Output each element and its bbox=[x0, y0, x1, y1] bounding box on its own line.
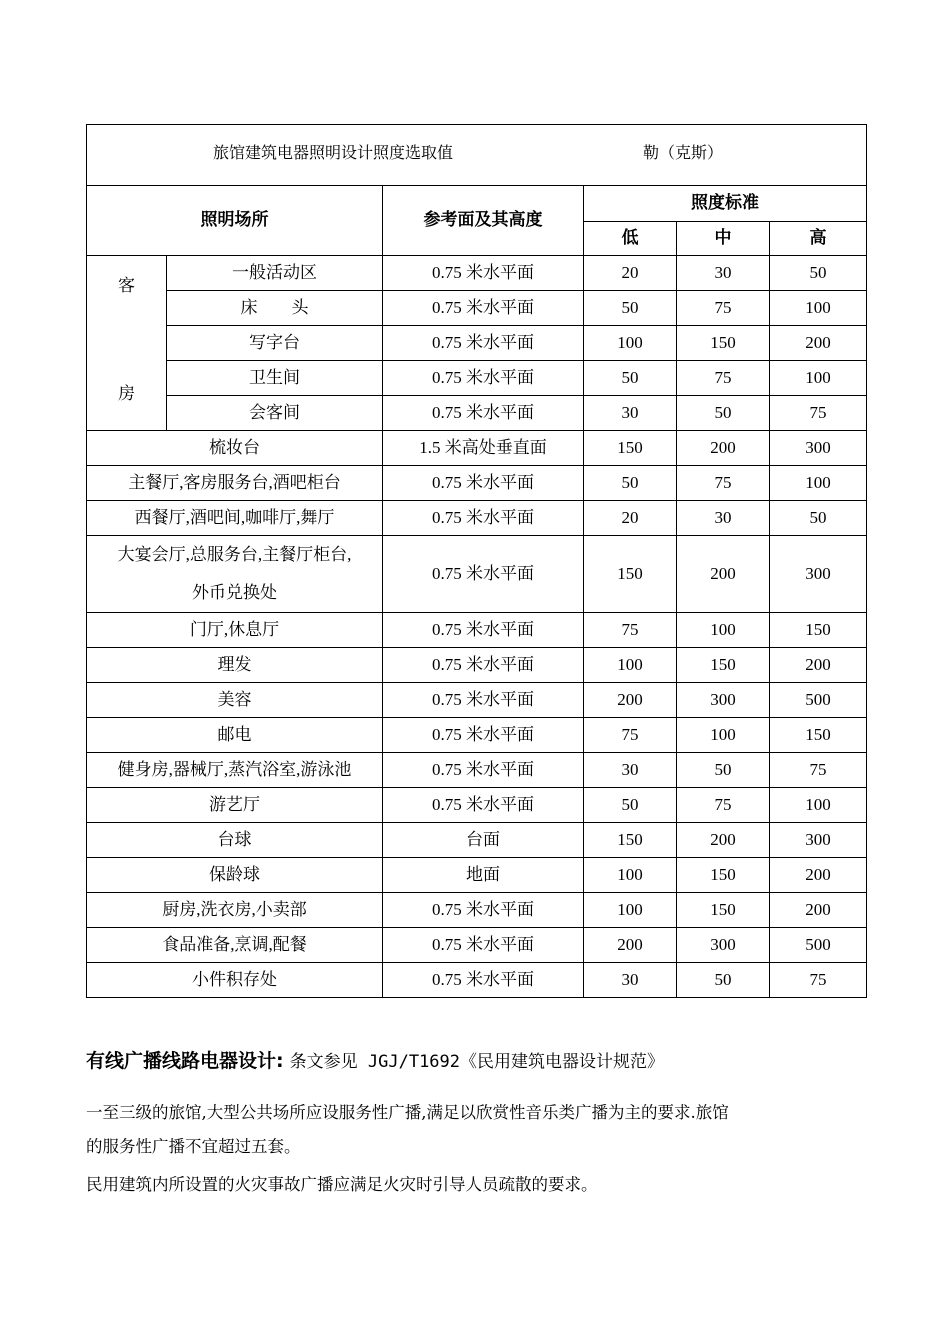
table-row bbox=[87, 788, 867, 823]
high-cell: 300 bbox=[770, 823, 867, 858]
reference-cell: 台面 bbox=[383, 823, 584, 858]
place-cell: 台球 bbox=[87, 823, 383, 858]
mid-cell: 150 bbox=[677, 893, 770, 928]
low-cell: 100 bbox=[584, 326, 677, 361]
place-cell: 美容 bbox=[87, 683, 383, 718]
high-cell: 200 bbox=[770, 326, 867, 361]
paragraph-line: 一至三级的旅馆,大型公共场所应设服务性广播,满足以欣赏性音乐类广播为主的要求.旅馆 bbox=[86, 1103, 729, 1122]
mid-cell: 50 bbox=[677, 753, 770, 788]
low-cell: 20 bbox=[584, 256, 677, 291]
header-place: 照明场所 bbox=[87, 186, 383, 256]
header-reference: 参考面及其高度 bbox=[383, 186, 584, 256]
reference-cell: 地面 bbox=[383, 858, 584, 893]
mid-cell: 300 bbox=[677, 928, 770, 963]
low-cell: 75 bbox=[584, 613, 677, 648]
reference-cell: 0.75 米水平面 bbox=[383, 326, 584, 361]
place-cell: 一般活动区 bbox=[167, 256, 383, 291]
table-row bbox=[87, 536, 867, 613]
section-reference: 条文参见 JGJ/T1692《民用建筑电器设计规范》 bbox=[289, 1052, 665, 1072]
high-cell: 100 bbox=[770, 361, 867, 396]
place-cell: 邮电 bbox=[87, 718, 383, 753]
reference-cell: 0.75 米水平面 bbox=[383, 501, 584, 536]
guest-room-label-top: 客 bbox=[118, 276, 135, 295]
table-row bbox=[87, 431, 867, 466]
high-cell: 200 bbox=[770, 858, 867, 893]
low-cell: 200 bbox=[584, 683, 677, 718]
low-cell: 20 bbox=[584, 501, 677, 536]
table-row bbox=[87, 963, 867, 998]
low-cell: 50 bbox=[584, 788, 677, 823]
table-row bbox=[87, 501, 867, 536]
reference-cell: 0.75 米水平面 bbox=[383, 613, 584, 648]
reference-cell: 0.75 米水平面 bbox=[383, 683, 584, 718]
section-heading bbox=[86, 1046, 664, 1073]
section-title: 有线广播线路电器设计: bbox=[86, 1050, 284, 1072]
paragraph-fire-broadcast: 民用建筑内所设置的火灾事故广播应满足火灾时引导人员疏散的要求。 bbox=[86, 1175, 598, 1194]
reference-cell: 0.75 米水平面 bbox=[383, 256, 584, 291]
mid-cell: 75 bbox=[677, 361, 770, 396]
reference-cell: 0.75 米水平面 bbox=[383, 466, 584, 501]
header-low: 低 bbox=[584, 222, 677, 256]
place-cell: 床 头 bbox=[167, 291, 383, 326]
high-cell: 50 bbox=[770, 501, 867, 536]
high-cell: 200 bbox=[770, 648, 867, 683]
reference-cell: 0.75 米水平面 bbox=[383, 536, 584, 613]
table-row bbox=[87, 256, 867, 291]
high-cell: 200 bbox=[770, 893, 867, 928]
mid-cell: 75 bbox=[677, 788, 770, 823]
high-cell: 100 bbox=[770, 291, 867, 326]
table-title-cell bbox=[87, 125, 867, 186]
low-cell: 100 bbox=[584, 893, 677, 928]
place-cell: 写字台 bbox=[167, 326, 383, 361]
place-cell: 主餐厅,客房服务台,酒吧柜台 bbox=[87, 466, 383, 501]
table-title: 旅馆建筑电器照明设计照度选取值 bbox=[213, 143, 454, 162]
reference-cell: 0.75 米水平面 bbox=[383, 291, 584, 326]
place-cell: 厨房,洗衣房,小卖部 bbox=[87, 893, 383, 928]
place-cell: 门厅,休息厅 bbox=[87, 613, 383, 648]
table-row bbox=[87, 893, 867, 928]
high-cell: 100 bbox=[770, 466, 867, 501]
table-row bbox=[87, 858, 867, 893]
place-line-1: 大宴会厅,总服务台,主餐厅柜台, bbox=[117, 545, 352, 564]
table-row bbox=[87, 718, 867, 753]
low-cell: 30 bbox=[584, 753, 677, 788]
high-cell: 150 bbox=[770, 613, 867, 648]
reference-cell: 0.75 米水平面 bbox=[383, 718, 584, 753]
place-cell: 健身房,器械厅,蒸汽浴室,游泳池 bbox=[87, 753, 383, 788]
reference-cell: 0.75 米水平面 bbox=[383, 963, 584, 998]
place-cell: 会客间 bbox=[167, 396, 383, 431]
place-cell: 梳妆台 bbox=[87, 431, 383, 466]
table-row bbox=[87, 683, 867, 718]
header-standard: 照度标准 bbox=[584, 186, 867, 222]
place-cell: 卫生间 bbox=[167, 361, 383, 396]
low-cell: 150 bbox=[584, 431, 677, 466]
high-cell: 500 bbox=[770, 928, 867, 963]
mid-cell: 200 bbox=[677, 823, 770, 858]
table-row bbox=[87, 753, 867, 788]
place-cell: 理发 bbox=[87, 648, 383, 683]
table-row bbox=[87, 361, 867, 396]
high-cell: 500 bbox=[770, 683, 867, 718]
reference-cell: 0.75 米水平面 bbox=[383, 753, 584, 788]
table-row bbox=[87, 396, 867, 431]
low-cell: 50 bbox=[584, 291, 677, 326]
mid-cell: 200 bbox=[677, 536, 770, 613]
mid-cell: 300 bbox=[677, 683, 770, 718]
high-cell: 300 bbox=[770, 431, 867, 466]
reference-cell: 0.75 米水平面 bbox=[383, 788, 584, 823]
table-row bbox=[87, 823, 867, 858]
table-row bbox=[87, 648, 867, 683]
mid-cell: 30 bbox=[677, 256, 770, 291]
low-cell: 150 bbox=[584, 536, 677, 613]
table-row bbox=[87, 466, 867, 501]
illuminance-table bbox=[86, 124, 867, 998]
low-cell: 50 bbox=[584, 361, 677, 396]
place-cell: 西餐厅,酒吧间,咖啡厅,舞厅 bbox=[87, 501, 383, 536]
table-row bbox=[87, 613, 867, 648]
mid-cell: 150 bbox=[677, 858, 770, 893]
reference-cell: 0.75 米水平面 bbox=[383, 361, 584, 396]
place-cell: 保龄球 bbox=[87, 858, 383, 893]
guest-room-group-label bbox=[87, 256, 167, 431]
high-cell: 50 bbox=[770, 256, 867, 291]
mid-cell: 100 bbox=[677, 613, 770, 648]
low-cell: 150 bbox=[584, 823, 677, 858]
high-cell: 150 bbox=[770, 718, 867, 753]
mid-cell: 50 bbox=[677, 963, 770, 998]
paragraph-broadcast-service bbox=[86, 1096, 866, 1164]
mid-cell: 50 bbox=[677, 396, 770, 431]
header-high: 高 bbox=[770, 222, 867, 256]
low-cell: 30 bbox=[584, 396, 677, 431]
place-line-2: 外币兑换处 bbox=[192, 583, 277, 602]
low-cell: 75 bbox=[584, 718, 677, 753]
low-cell: 30 bbox=[584, 963, 677, 998]
reference-cell: 0.75 米水平面 bbox=[383, 928, 584, 963]
reference-cell: 0.75 米水平面 bbox=[383, 396, 584, 431]
mid-cell: 30 bbox=[677, 501, 770, 536]
low-cell: 50 bbox=[584, 466, 677, 501]
place-cell: 小件积存处 bbox=[87, 963, 383, 998]
low-cell: 100 bbox=[584, 648, 677, 683]
guest-room-label-bottom: 房 bbox=[118, 384, 135, 403]
mid-cell: 200 bbox=[677, 431, 770, 466]
mid-cell: 150 bbox=[677, 326, 770, 361]
place-cell: 游艺厅 bbox=[87, 788, 383, 823]
high-cell: 75 bbox=[770, 963, 867, 998]
mid-cell: 75 bbox=[677, 466, 770, 501]
mid-cell: 150 bbox=[677, 648, 770, 683]
table-row bbox=[87, 291, 867, 326]
mid-cell: 75 bbox=[677, 291, 770, 326]
high-cell: 100 bbox=[770, 788, 867, 823]
place-cell: 食品准备,烹调,配餐 bbox=[87, 928, 383, 963]
paragraph-line: 的服务性广播不宜超过五套。 bbox=[86, 1137, 301, 1156]
reference-cell: 0.75 米水平面 bbox=[383, 648, 584, 683]
low-cell: 100 bbox=[584, 858, 677, 893]
high-cell: 300 bbox=[770, 536, 867, 613]
high-cell: 75 bbox=[770, 396, 867, 431]
table-row bbox=[87, 326, 867, 361]
table-row bbox=[87, 928, 867, 963]
place-cell bbox=[87, 536, 383, 613]
reference-cell: 1.5 米高处垂直面 bbox=[383, 431, 584, 466]
table-unit: 勒（克斯） bbox=[643, 143, 724, 162]
low-cell: 200 bbox=[584, 928, 677, 963]
mid-cell: 100 bbox=[677, 718, 770, 753]
reference-cell: 0.75 米水平面 bbox=[383, 893, 584, 928]
header-mid: 中 bbox=[677, 222, 770, 256]
high-cell: 75 bbox=[770, 753, 867, 788]
